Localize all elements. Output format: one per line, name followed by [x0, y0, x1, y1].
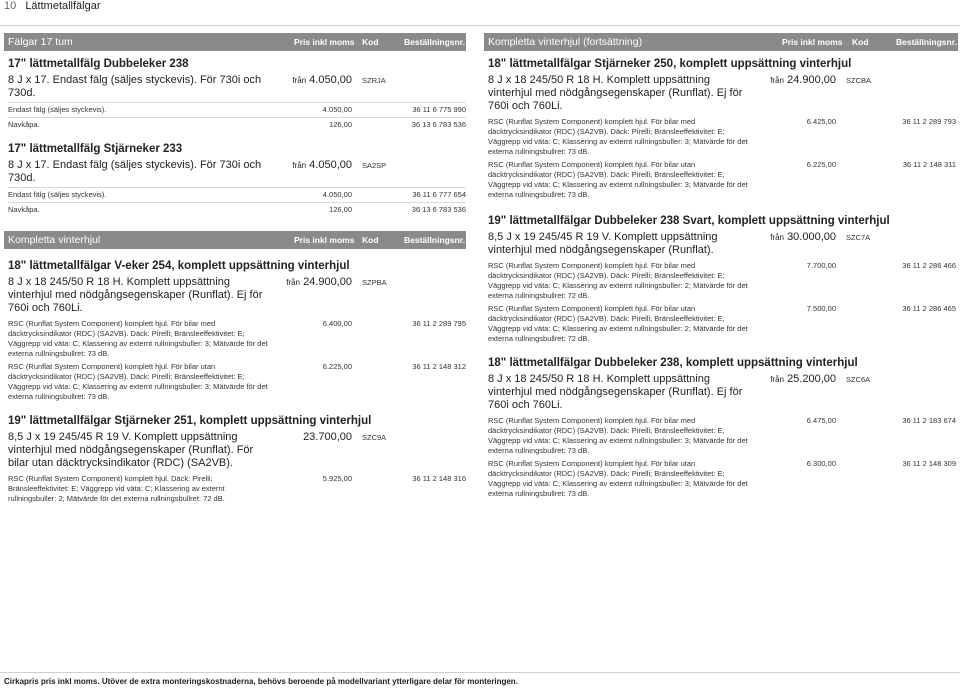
item-description: RSC (Runflat System Component) komplett hjul. För bilar med däcktrycksindikator (RDC) (SA2VB). Däck: Pirelli; Bränsleeffektivitet: E; Väggrepp vid väta: C; Klassering av externt rullningsbuller: 3; Mätvärde för det externa rullningsbullret: 73 dB.: [488, 117, 748, 156]
divider: [8, 187, 466, 188]
section-bar-17-inch: [4, 33, 466, 51]
product-title: 19" lättmetallfälgar Dubbeleker 238 Svart, komplett uppsättning vinterhjul: [488, 215, 890, 227]
product-row: [4, 431, 466, 470]
item-row: [484, 117, 958, 157]
item-row: [484, 304, 958, 344]
product-title: 17" lättmetallfälg Dubbeleker 238: [8, 58, 189, 70]
item-order-number: 36 11 2 183 674: [902, 416, 956, 425]
item-price: 4.050,00: [322, 105, 352, 114]
item-description: RSC (Runflat System Component) komplett hjul. För bilar med däcktrycksindikator (RDC) (SA2VB). Däck: Pirelli; Bränsleeffektivitet: E; Väggrepp vid väta: C; Klassering av externt rullningsbuller: 3; Mätvärde för det externa rullningsbullret: 73 dB.: [488, 416, 748, 455]
price-header: Pris inkl moms: [294, 37, 355, 47]
price-header: Pris inkl moms: [782, 37, 843, 47]
section-bar-winter-wheels: [4, 231, 466, 249]
item-order-number: 36 11 6 777 654: [412, 190, 466, 199]
item-order-number: 36 11 2 286 465: [902, 304, 956, 313]
product-price: från 4.050,00: [292, 159, 352, 171]
item-price: 6.475,00: [806, 416, 836, 425]
item-order-number: 36 11 2 289 793: [902, 117, 956, 126]
item-row: [4, 474, 466, 504]
product-row: [4, 74, 466, 100]
item-description: RSC (Runflat System Component) komplett hjul. Däck: Pirelli; Bränsleeffektivitet: E; Väggrepp vid väta: C; Klassering av externt rullningsbuller: 2; Mätvärde för det externa rullningsbullret: 72 dB.: [8, 474, 225, 503]
product-code: SA2SP: [362, 161, 387, 170]
product-section: [4, 142, 466, 215]
page-header: [4, 0, 101, 12]
product-row: [484, 231, 958, 257]
item-price: 6.225,00: [322, 362, 352, 371]
product-code: SZC9A: [362, 433, 387, 442]
order-header: Beställningsnr.: [404, 37, 465, 47]
item-order-number: 36 11 2 148 311: [902, 160, 956, 169]
item-order-number: 36 11 2 148 312: [412, 362, 466, 371]
item-row: [484, 160, 958, 200]
item-price: 126,00: [329, 205, 352, 214]
divider: [8, 102, 466, 103]
item-price: 4.050,00: [322, 190, 352, 199]
product-price: från 25.200,00: [770, 373, 836, 385]
item-order-number: 36 11 2 148 316: [412, 474, 466, 483]
code-header: Kod: [362, 37, 379, 47]
item-description: RSC (Runflat System Component) komplett hjul. För bilar utan däcktrycksindikator (RDC) (SA2VB). Däck: Pirelli; Bränsleeffektivitet: E; Väggrepp vid väta: C; Klassering av externt rullningsbuller: 3; Mätvärde för det externa rullningsbullret: 73 dB.: [488, 160, 748, 199]
item-row: [484, 459, 958, 499]
product-price: från 24.900,00: [770, 74, 836, 86]
section-bar-title: Kompletta vinterhjul (fortsättning): [488, 36, 643, 48]
item-description: RSC (Runflat System Component) komplett hjul. För bilar med däcktrycksindikator (RDC) (SA2VB). Däck: Pirelli; Bränsleeffektivitet: E; Väggrepp vid väta: C; Klassering av externt rullningsbuller: 2; Mätvärde för det externa rullningsbullret: 72 dB.: [488, 261, 748, 300]
product-description: 8 J x 18 245/50 R 18 H. Komplett uppsättning vinterhjul med nödgångsegenskaper (Runflat). Ej för 760i och 760Li.: [8, 276, 263, 314]
product-section: [484, 214, 958, 344]
product-code: SZPBA: [362, 278, 387, 287]
item-row: [484, 416, 958, 456]
right-column: [484, 33, 958, 499]
item-order-number: 36 11 2 286 466: [902, 261, 956, 270]
item-row: [4, 105, 466, 115]
price-header: Pris inkl moms: [294, 235, 355, 245]
divider: [8, 117, 466, 118]
product-row: [484, 74, 958, 113]
item-order-number: 36 11 2 148 309: [902, 459, 956, 468]
product-price: från 24.900,00: [286, 276, 352, 288]
section-bar-title: Kompletta vinterhjul: [8, 234, 101, 246]
product-price: från 30.000,00: [770, 231, 836, 243]
item-price: 7.700,00: [806, 261, 836, 270]
product-code: SZRJA: [362, 76, 386, 85]
page-title: Lättmetallfälgar: [25, 0, 101, 12]
left-column: [4, 33, 466, 504]
product-description: 8 J x 18 245/50 R 18 H. Komplett uppsättning vinterhjul med nödgångsegenskaper (Runflat). Ej för 760i och 760Li.: [488, 74, 743, 112]
product-description: 8 J x 18 245/50 R 18 H. Komplett uppsättning vinterhjul med nödgångsegenskaper (Runflat). Ej för 760i och 760Li.: [488, 373, 743, 411]
product-title: 18" lättmetallfälgar Dubbeleker 238, komplett uppsättning vinterhjul: [488, 357, 858, 369]
product-section: [484, 356, 958, 499]
section-bar-title: Fälgar 17 tum: [8, 36, 73, 48]
product-description: 8,5 J x 19 245/45 R 19 V. Komplett uppsättning vinterhjul med nödgångsegenskaper (Runflat).: [488, 231, 718, 256]
product-title: 18" lättmetallfälgar Stjärneker 250, komplett uppsättning vinterhjul: [488, 58, 852, 70]
product-price: 23.700,00: [303, 431, 352, 443]
item-row: [4, 205, 466, 215]
item-description: Endast fälg (säljes styckevis).: [8, 190, 107, 199]
product-section: [484, 57, 958, 200]
item-price: 6.400,00: [322, 319, 352, 328]
item-row: [4, 120, 466, 130]
page-number: 10: [4, 0, 17, 12]
product-code: SZC7A: [846, 233, 871, 242]
item-order-number: 36 11 2 289 795: [412, 319, 466, 328]
product-description: 8 J x 17. Endast fälg (säljes styckevis). För 730i och 730d.: [8, 159, 262, 184]
item-row: [4, 319, 466, 359]
product-row: [4, 276, 466, 315]
product-description: 8,5 J x 19 245/45 R 19 V. Komplett uppsättning vinterhjul med nödgångsegenskaper (Runflat). För bilar utan däcktrycksindikator (RDC) (SA2VB).: [8, 431, 254, 469]
product-row: [484, 373, 958, 412]
item-price: 6.425,00: [806, 117, 836, 126]
code-header: Kod: [362, 235, 379, 245]
header-divider: [0, 25, 960, 26]
item-description: Endast fälg (säljes styckevis).: [8, 105, 107, 114]
item-description: RSC (Runflat System Component) komplett hjul. För bilar med däcktrycksindikator (RDC) (SA2VB). Däck: Pirelli; Bränsleeffektivitet: E; Väggrepp vid väta: C; Klassering av externt rullningsbuller: 3; Mätvärde för det externa rullningsbullret: 73 dB.: [8, 319, 268, 358]
item-price: 5.925,00: [322, 474, 352, 483]
section-bar-winter-wheels-continued: [484, 33, 958, 51]
item-row: [4, 362, 466, 402]
divider: [8, 202, 466, 203]
item-order-number: 36 13 6 783 536: [411, 205, 466, 214]
item-row: [484, 261, 958, 301]
footer-divider: [0, 672, 960, 673]
product-section: [4, 259, 466, 402]
product-row: [4, 159, 466, 185]
item-description: RSC (Runflat System Component) komplett hjul. För bilar utan däcktrycksindikator (RDC) (SA2VB). Däck: Pirelli; Bränsleeffektivitet: E; Väggrepp vid väta: C; Klassering av externt rullningsbuller: 2; Mätvärde för det externa rullningsbullret: 72 dB.: [488, 304, 748, 343]
product-code: SZCBA: [846, 76, 872, 85]
product-title: 17" lättmetallfälg Stjärneker 233: [8, 143, 183, 155]
product-code: SZC6A: [846, 375, 871, 384]
product-section: [4, 57, 466, 130]
product-price: från 4.050,00: [292, 74, 352, 86]
order-header: Beställningsnr.: [896, 37, 957, 47]
product-section: [4, 414, 466, 504]
footer-note: Cirkapris pris inkl moms. Utöver de extra monteringskostnaderna, behövs beroende på modellvariant ytterligare delar för monteringen.: [4, 677, 518, 686]
item-description: Navkåpa.: [8, 120, 40, 129]
item-order-number: 36 13 6 783 536: [411, 120, 466, 129]
item-price: 7.500,00: [806, 304, 836, 313]
item-order-number: 36 11 6 775 990: [412, 105, 466, 114]
item-description: RSC (Runflat System Component) komplett hjul. För bilar utan däcktrycksindikator (RDC) (SA2VB). Däck: Pirelli; Bränsleeffektivitet: E; Väggrepp vid väta: C; Klassering av externt rullningsbuller: 3; Mätvärde för det externa rullningsbullret: 73 dB.: [488, 459, 748, 498]
item-price: 6.300,00: [806, 459, 836, 468]
item-description: Navkåpa.: [8, 205, 40, 214]
item-price: 126,00: [329, 120, 352, 129]
item-description: RSC (Runflat System Component) komplett hjul. För bilar utan däcktrycksindikator (RDC) (SA2VB). Däck: Pirelli; Bränsleeffektivitet: E; Väggrepp vid väta: C; Klassering av externt rullningsbuller: 3; Mätvärde för det externa rullningsbullret: 73 dB.: [8, 362, 268, 401]
product-description: 8 J x 17. Endast fälg (säljes styckevis). För 730i och 730d.: [8, 74, 262, 99]
code-header: Kod: [852, 37, 869, 47]
product-title: 18" lättmetallfälgar V-eker 254, komplett uppsättning vinterhjul: [8, 260, 350, 272]
item-price: 6.225,00: [806, 160, 836, 169]
order-header: Beställningsnr.: [404, 235, 465, 245]
product-title: 19" lättmetallfälgar Stjärneker 251, komplett uppsättning vinterhjul: [8, 415, 372, 427]
item-row: [4, 190, 466, 200]
